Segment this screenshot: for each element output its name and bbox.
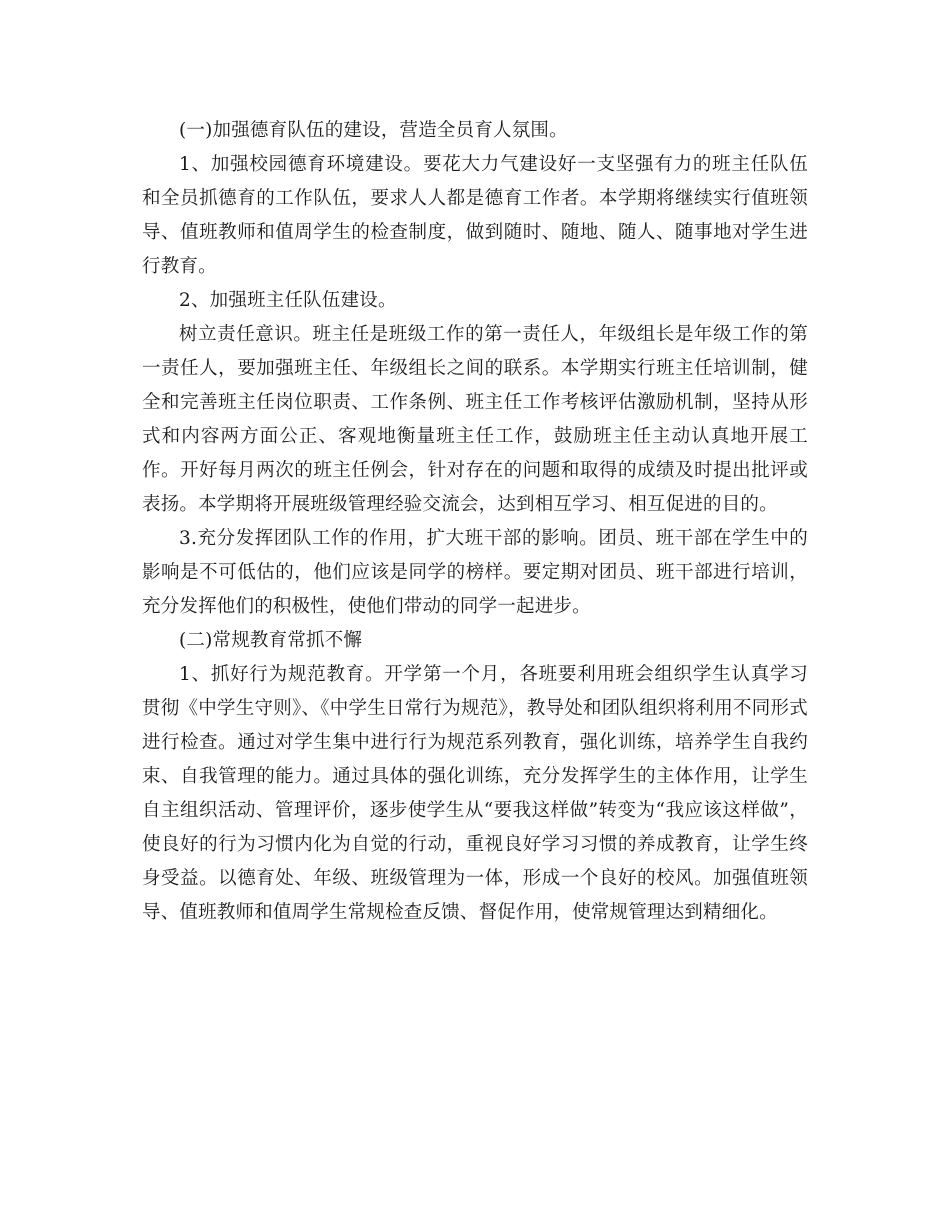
paragraph-responsibility: 树立责任意识。班主任是班级工作的第一责任人，年级组长是年级工作的第一责任人，要加强班主任、年级组长之间的联系。本学期实行班主任培训制，健全和完善班主任岗位职责、工作条例、班主任工作考核评估激励机制，坚持从形式和内容两方面公正、客观地衡量班主任工作，鼓励班主任主动认真地开展工作。开好每月两次的班主任例会，针对存在的问题和取得的成绩及时提出批评或表扬。本学期将开展班级管理经验交流会，达到相互学习、相互促进的目的。: [142, 324, 808, 515]
section-heading-2: (二)常规教育常抓不懈: [179, 630, 363, 651]
paragraph-behavior-education: 1、抓好行为规范教育。开学第一个月，各班要利用班会组织学生认真学习贯彻《中学生守则》、《中学生日常行为规范》，教导处和团队组织将利用不同形式进行检查。通过对学生集中进行行为规范系列教育，强化训练，培养学生自我约束、自我管理的能力。通过具体的强化训练，充分发挥学生的主体作用，让学生自主组织活动、管理评价，逐步使学生从“要我这样做”转变为“我应该这样做”，使良好的行为习惯内化为自觉的行动，重视良好学习习惯的养成教育，让学生终身受益。以德育处、年级、班级管理为一体，形成一个良好的校风。加强值班领导、值班教师和值周学生常规检查反馈、督促作用，使常规管理达到精细化。: [142, 664, 808, 923]
document-body: [142, 114, 808, 930]
paragraph-team-work: 3.充分发挥团队工作的作用，扩大班干部的影响。团员、班干部在学生中的影响是不可低估的，他们应该是同学的榜样。要定期对团员、班干部进行培训，充分发挥他们的积极性，使他们带动的同学一起进步。: [142, 528, 808, 617]
subheading-class-teacher: 2、加强班主任队伍建设。: [179, 290, 397, 311]
paragraph-campus-environment: 1、加强校园德育环境建设。要花大力气建设好一支坚强有力的班主任队伍和全员抓德育的工作队伍，要求人人都是德育工作者。本学期将继续实行值班领导、值班教师和值周学生的检查制度，做到随时、随地、随人、随事地对学生进行教育。: [142, 154, 808, 277]
section-heading-1: (一)加强德育队伍的建设，营造全员育人氛围。: [179, 120, 568, 141]
